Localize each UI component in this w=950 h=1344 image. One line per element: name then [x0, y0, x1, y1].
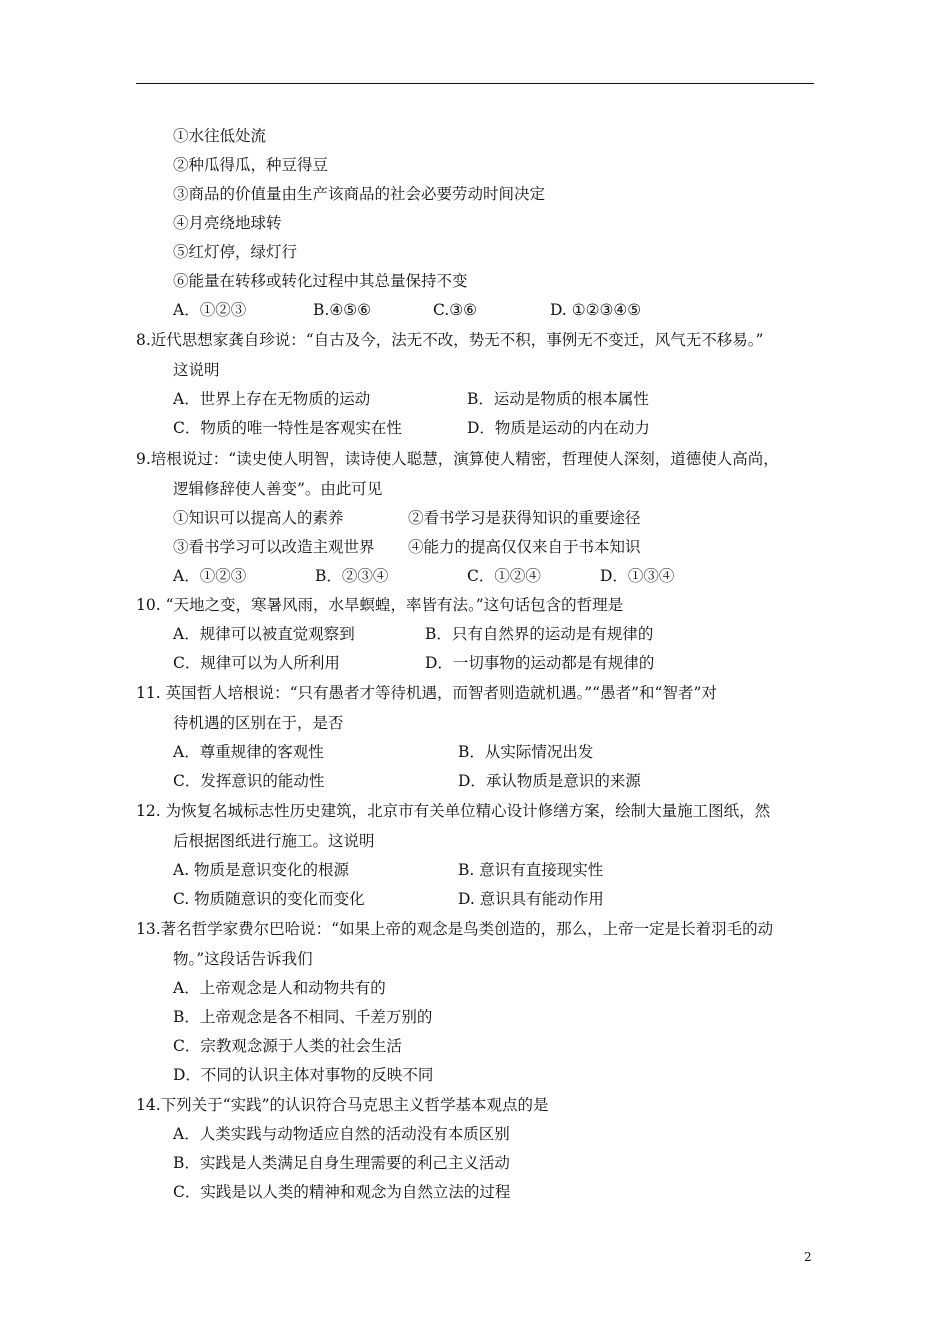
question-stem-cont: 这说明: [173, 361, 220, 379]
statement-3: ③看书学习可以改造主观世界: [173, 538, 375, 556]
option-d: D．不同的认识主体对事物的反映不同: [173, 1066, 434, 1084]
option-a: A．人类实践与动物适应自然的活动没有本质区别: [173, 1125, 510, 1143]
option-a: A．世界上存在无物质的运动: [173, 390, 371, 408]
question-stem: 13.著名哲学家费尔巴哈说：“如果上帝的观念是鸟类创造的，那么，上帝一定是长着羽毛的动: [136, 920, 774, 938]
option-d: D．一切事物的运动都是有规律的: [425, 654, 655, 672]
statement-1: ①水往低处流: [173, 127, 267, 145]
question-stem: 8.近代思想家龚自珍说：“自古及今，法无不改，势无不积，事例无不变迁，风气无不移易。”: [136, 331, 764, 349]
option-b: B.④⑤⑥: [313, 301, 372, 319]
option-d: D．承认物质是意识的来源: [458, 772, 641, 790]
option-a: A．规律可以被直觉观察到: [173, 625, 355, 643]
header-rule: [136, 83, 814, 84]
option-d: D．①③④: [600, 567, 675, 585]
statement-2: ②种瓜得瓜，种豆得豆: [173, 156, 329, 174]
option-a: A．①②③: [173, 567, 247, 585]
option-b: B．上帝观念是各不相同、千差万别的: [173, 1008, 433, 1026]
option-c: C．物质的唯一特性是客观实在性: [173, 419, 402, 437]
statement-1: ①知识可以提高人的素养: [173, 509, 344, 527]
option-b: B．运动是物质的根本属性: [467, 390, 649, 408]
option-b: B．从实际情况出发: [458, 743, 594, 761]
option-c: C．宗教观念源于人类的社会生活: [173, 1037, 402, 1055]
statement-2: ②看书学习是获得知识的重要途径: [408, 509, 641, 527]
option-b: B．实践是人类满足自身生理需要的利己主义活动: [173, 1154, 510, 1172]
option-a: A．尊重规律的客观性: [173, 743, 324, 761]
option-c: C. 物质随意识的变化而变化: [173, 890, 365, 908]
question-stem: 10. “天地之变，寒暑风雨，水旱螟蝗，率皆有法。”这句话包含的哲理是: [136, 596, 624, 614]
statement-5: ⑤红灯停，绿灯行: [173, 243, 298, 261]
option-c: C．实践是以人类的精神和观念为自然立法的过程: [173, 1183, 511, 1201]
option-a: A. 物质是意识变化的根源: [173, 861, 350, 879]
option-b: B．②③④: [315, 567, 389, 585]
question-stem: 11. 英国哲人培根说：“只有愚者才等待机遇，而智者则造就机遇。”“愚者”和“智者”对: [136, 684, 717, 702]
question-stem: 9.培根说过：“读史使人明智，读诗使人聪慧，演算使人精密，哲理使人深刻，道德使人高尚，: [136, 450, 779, 468]
option-a: A．①②③: [173, 301, 247, 319]
question-stem-cont: 物。”这段话告诉我们: [173, 950, 313, 968]
statement-6: ⑥能量在转移或转化过程中其总量保持不变: [173, 272, 468, 290]
option-c: C．发挥意识的能动性: [173, 772, 325, 790]
question-stem: 14.下列关于“实践”的认识符合马克思主义哲学基本观点的是: [136, 1096, 549, 1114]
statement-4: ④月亮绕地球转: [173, 214, 282, 232]
option-b: B. 意识有直接现实性: [458, 861, 604, 879]
option-c: C．①②④: [467, 567, 541, 585]
option-c: C．规律可以为人所利用: [173, 654, 340, 672]
question-stem-cont: 后根据图纸进行施工。这说明: [173, 832, 375, 850]
question-stem-cont: 逻辑修辞使人善变”。由此可见: [173, 480, 383, 498]
option-d: D．物质是运动的内在动力: [467, 419, 650, 437]
option-d: D. ①②③④⑤: [550, 301, 642, 319]
option-a: A．上帝观念是人和动物共有的: [173, 979, 386, 997]
page-number: 2: [804, 1250, 812, 1264]
question-stem-cont: 待机遇的区别在于，是否: [173, 714, 344, 732]
question-stem: 12. 为恢复名城标志性历史建筑，北京市有关单位精心设计修缮方案，绘制大量施工图纸，然: [136, 802, 771, 820]
option-c: C.③⑥: [433, 301, 478, 319]
option-b: B．只有自然界的运动是有规律的: [425, 625, 654, 643]
statement-4: ④能力的提高仅仅来自于书本知识: [408, 538, 641, 556]
statement-3: ③商品的价值量由生产该商品的社会必要劳动时间决定: [173, 185, 546, 203]
option-d: D. 意识具有能动作用: [458, 890, 604, 908]
